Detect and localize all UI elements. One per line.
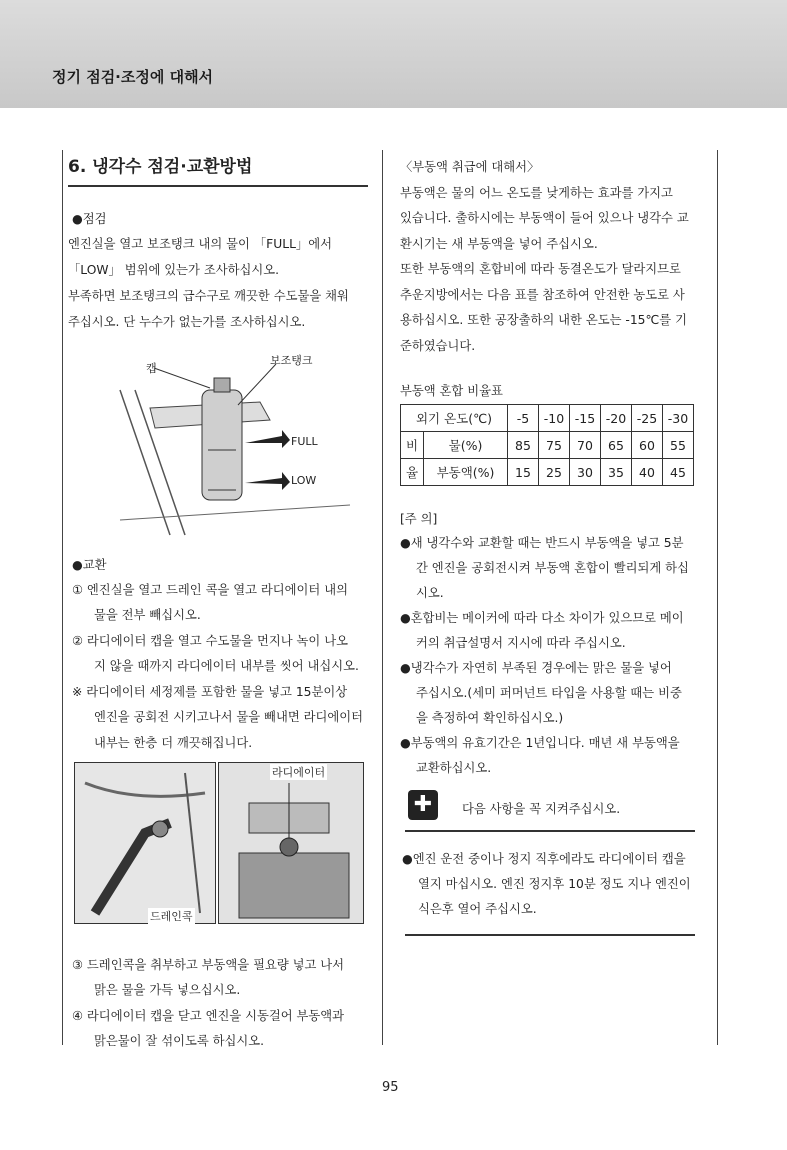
table-cell: 비 xyxy=(401,432,424,459)
table-cell: 30 xyxy=(570,459,601,486)
final-line: 맑은 물을 가득 넣으십시오. xyxy=(94,983,241,997)
note-line: 주십시오.(세미 퍼머넌트 타입을 사용할 때는 비중 xyxy=(416,686,682,700)
section-title: 6. 냉각수 점검·교환방법 xyxy=(68,157,253,177)
header-title: 정기 점검·조정에 대해서 xyxy=(52,68,214,86)
table-cell: 70 xyxy=(570,432,601,459)
section-title-underline xyxy=(68,185,368,187)
right-margin-rule xyxy=(717,150,718,1045)
antifreeze-line: 환시기는 새 부동액을 넣어 주십시오. xyxy=(400,237,598,251)
antifreeze-line: 부동액은 물의 어느 온도를 낮게하는 효과를 가지고 xyxy=(400,186,673,200)
replace-line: 물을 전부 빼십시오. xyxy=(94,608,201,622)
cap-label: 캡 xyxy=(146,362,157,375)
antifreeze-line: 용하십시오. 또한 공장출하의 내한 온도는 -15℃를 기 xyxy=(400,313,687,327)
caution-line: 열지 마십시오. 엔진 정지후 10분 정도 지나 엔진이 xyxy=(418,877,691,891)
radiator-label: 라디에이터 xyxy=(272,766,326,779)
table-cell: -25 xyxy=(632,405,663,432)
radiator-photo xyxy=(218,762,364,924)
table-cell: 외기 온도(℃) xyxy=(401,405,508,432)
caution-icon: ✚ xyxy=(408,790,438,820)
table-cell: 40 xyxy=(632,459,663,486)
note-line: 커의 취급설명서 지시에 따라 주십시오. xyxy=(416,636,626,650)
replace-line: ② 라디에이터 캡을 열고 수도물을 먼지나 녹이 나오 xyxy=(72,634,348,648)
table-cell: -5 xyxy=(508,405,539,432)
radiator-illustration xyxy=(219,763,363,923)
antifreeze-line: 있습니다. 출하시에는 부동액이 들어 있으나 냉각수 교 xyxy=(400,211,689,225)
header-band xyxy=(0,0,787,108)
caution-rule-bottom xyxy=(405,934,695,936)
table-cell: 75 xyxy=(539,432,570,459)
note-line: 간 엔진을 공회전시켜 부동액 혼합이 빨리되게 하십 xyxy=(416,561,689,575)
note-line: ●부동액의 유효기간은 1년입니다. 매년 새 부동액을 xyxy=(400,736,680,750)
note-heading: [주 의] xyxy=(400,512,438,526)
left-margin-rule xyxy=(62,150,63,1045)
table-cell: 65 xyxy=(601,432,632,459)
replace-line: 엔진을 공회전 시키고나서 물을 빼내면 라디에이터 xyxy=(94,710,363,724)
replace-line: ① 엔진실을 열고 드레인 콕을 열고 라디에이터 내의 xyxy=(72,583,348,597)
check-heading: ●점검 xyxy=(72,212,107,226)
note-line: ●혼합비는 메이커에 따라 다소 차이가 있으므로 메이 xyxy=(400,611,684,625)
antifreeze-line: 추운지방에서는 다음 표를 참조하여 안전한 농도로 사 xyxy=(400,288,685,302)
note-line: 시오. xyxy=(416,586,444,600)
table-cell: 85 xyxy=(508,432,539,459)
final-line: ④ 라디에이터 캡을 닫고 엔진을 시동걸어 부동액과 xyxy=(72,1009,345,1023)
final-line: ③ 드레인콕을 취부하고 부동액을 필요량 넣고 나서 xyxy=(72,958,345,972)
drain-cock-label: 드레인콕 xyxy=(150,910,193,923)
reserve-tank-label: 보조탱크 xyxy=(270,354,313,367)
low-label: LOW xyxy=(291,474,317,487)
drain-cock-illustration xyxy=(75,763,215,923)
replace-heading: ●교환 xyxy=(72,558,107,572)
table-cell: -20 xyxy=(601,405,632,432)
table-cell: 55 xyxy=(663,432,694,459)
caution-line: ●엔진 운전 중이나 정지 직후에라도 라디에이터 캡을 xyxy=(402,852,686,866)
reserve-tank-illustration xyxy=(110,350,360,540)
check-line: 부족하면 보조탱크의 급수구로 깨끗한 수도물을 채워 xyxy=(68,289,349,303)
table-row xyxy=(401,459,694,486)
check-line: 주십시오. 단 누수가 없는가를 조사하십시오. xyxy=(68,315,306,329)
table-cell: 율 xyxy=(401,459,424,486)
table-title: 부동액 혼합 비율표 xyxy=(400,384,503,398)
note-line: 을 측정하여 확인하십시오.) xyxy=(416,711,564,725)
table-row xyxy=(401,432,694,459)
replace-line: ※ 라디에이터 세정제를 포함한 물을 넣고 15분이상 xyxy=(72,685,348,699)
page-number: 95 xyxy=(382,1080,399,1095)
table-cell: 25 xyxy=(539,459,570,486)
table-cell: -15 xyxy=(570,405,601,432)
table-cell: 35 xyxy=(601,459,632,486)
note-line: 교환하십시오. xyxy=(416,761,492,775)
table-cell: 45 xyxy=(663,459,694,486)
replace-line: 지 않을 때까지 라디에이터 내부를 씻어 내십시오. xyxy=(94,659,359,673)
antifreeze-heading: 〈부동액 취급에 대해서〉 xyxy=(400,160,540,174)
replace-line: 내부는 한층 더 깨끗해집니다. xyxy=(94,736,253,750)
column-divider xyxy=(382,150,383,1045)
drain-cock-photo xyxy=(74,762,216,924)
table-cell: 60 xyxy=(632,432,663,459)
table-row xyxy=(401,405,694,432)
table-cell: 부동액(%) xyxy=(424,459,508,486)
antifreeze-line: 또한 부동액의 혼합비에 따라 동결온도가 달라지므로 xyxy=(400,262,681,276)
note-line: ●냉각수가 자연히 부족된 경우에는 맑은 물을 넣어 xyxy=(400,661,672,675)
antifreeze-ratio-table xyxy=(400,404,694,486)
caution-rule-top xyxy=(405,830,695,832)
caution-text: 다음 사항을 꼭 지켜주십시오. xyxy=(462,802,621,816)
note-line: ●새 냉각수와 교환할 때는 반드시 부동액을 넣고 5분 xyxy=(400,536,684,550)
check-line: 「LOW」 범위에 있는가 조사하십시오. xyxy=(68,263,280,277)
caution-line: 식은후 열어 주십시오. xyxy=(418,902,537,916)
table-cell: 물(%) xyxy=(424,432,508,459)
check-line: 엔진실을 열고 보조탱크 내의 물이 「FULL」에서 xyxy=(68,237,332,251)
reserve-tank-figure xyxy=(110,350,360,540)
final-line: 맑은물이 잘 섞이도록 하십시오. xyxy=(94,1034,265,1048)
table-cell: -10 xyxy=(539,405,570,432)
table-cell: -30 xyxy=(663,405,694,432)
antifreeze-line: 준하였습니다. xyxy=(400,339,476,353)
full-label: FULL xyxy=(291,435,318,448)
table-cell: 15 xyxy=(508,459,539,486)
